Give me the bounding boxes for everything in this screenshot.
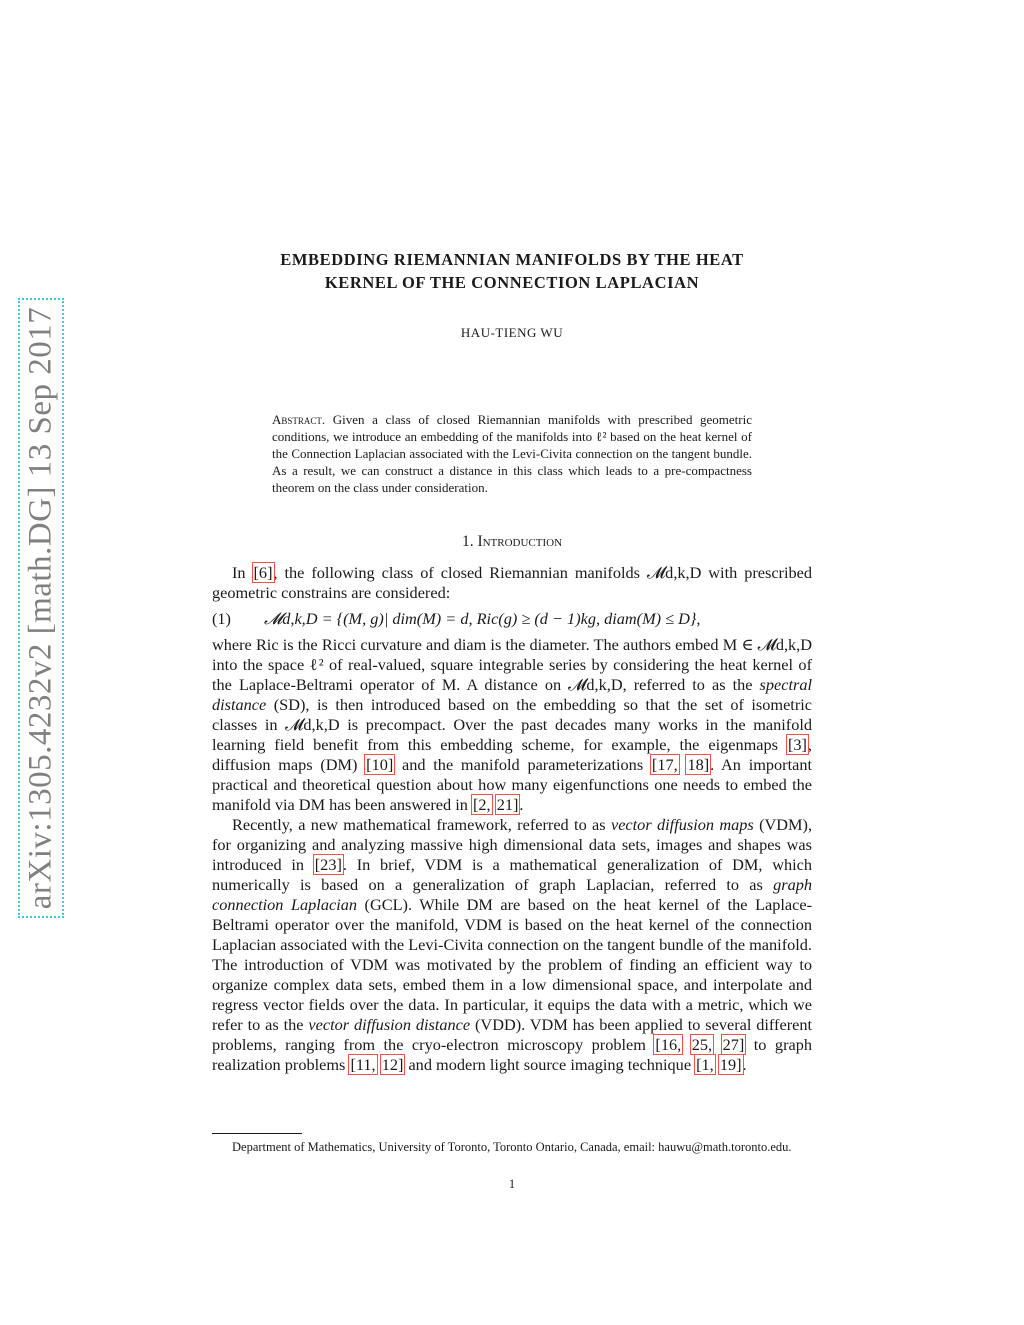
citation-link[interactable]: 27] bbox=[722, 1035, 745, 1054]
page-number: 1 bbox=[508, 1177, 516, 1191]
citation-link[interactable]: [1, bbox=[696, 1055, 714, 1074]
section-heading bbox=[212, 533, 812, 551]
author-name: HAU-TIENG WU bbox=[460, 325, 564, 340]
abstract-text: Given a class of closed Riemannian manifolds with prescribed geometric conditions, we introduce an embedding of the manifolds into ℓ² based on the heat kernel of the Connection Laplacian associated with the Levi-Civita connection on the tangent bundle. As a result, we can construct a distance in this class which leads to a pre-compactness theorem on the class under consideration. bbox=[272, 412, 753, 495]
equation-1 bbox=[212, 607, 812, 631]
abstract-label: Abstract. bbox=[272, 412, 326, 427]
paragraph-3: Recently, a new mathematical framework, referred to as vector diffusion maps (VDM), for organizing and analyzing massive high dimensional data sets, images and shapes was introduced in [23]. In brief, VDM is a mathematical generalization of DM, which numerically is based on a generalization of graph Laplacian, referred to as graph connection Laplacian (GCL). While DM are based on the heat kernel of the Laplace-Beltrami operator over the manifold, VDM is based on the heat kernel of the connection Laplacian associated with the Levi-Civita connection on the tangent bundle of the manifold. The introduction of VDM was motivated by the problem of finding an efficient way to organize complex data sets, embed them in a low dimensional space, and interpolate and regress vector fields over the data. In particular, it equips the data with a metric, which we refer to as the vector diffusion distance (VDD). VDM has been applied to several different problems, ranging from the cryo-electron microscopy problem [16, 25, 27] to graph realization problems [11, 12] and modern light source imaging technique [1, 19]. bbox=[212, 815, 813, 1074]
footnote-text: Department of Mathematics, University of Toronto, Toronto Ontario, Canada, email: hauwu@math.toronto.edu. bbox=[232, 1140, 792, 1154]
citation-link[interactable]: [6] bbox=[253, 563, 273, 582]
arxiv-identifier: arXiv:1305.4232v2 [math.DG] 13 Sep 2017 bbox=[22, 306, 59, 910]
abstract bbox=[272, 411, 752, 496]
citation-link[interactable]: 19] bbox=[719, 1055, 742, 1074]
footnote-rule bbox=[212, 1133, 302, 1134]
citation-link[interactable]: [17, bbox=[651, 755, 678, 774]
body-text bbox=[212, 563, 812, 1075]
paragraph-1: In [6], the following class of closed Riemannian manifolds 𝓜d,k,D with prescribed geometric constrains are considered: bbox=[212, 563, 812, 602]
citation-link[interactable]: [10] bbox=[366, 755, 394, 774]
citation-link[interactable]: 25, bbox=[691, 1035, 713, 1054]
citation-link[interactable]: [23] bbox=[314, 855, 342, 874]
equation-number: (1) bbox=[212, 609, 231, 628]
section-number: 1. bbox=[461, 533, 474, 550]
title-line-2: KERNEL OF THE CONNECTION LAPLACIAN bbox=[324, 273, 700, 292]
section-title: Introduction bbox=[477, 533, 563, 550]
footnote bbox=[212, 1139, 812, 1156]
citation-link[interactable]: [11, bbox=[350, 1055, 376, 1074]
equation-body: 𝓜d,k,D = {(M, g)| dim(M) = d, Ric(g) ≥ (d − 1)kg, diam(M) ≤ D}, bbox=[264, 609, 701, 628]
title-line-1: EMBEDDING RIEMANNIAN MANIFOLDS BY THE HEAT bbox=[280, 250, 744, 269]
paper-title bbox=[200, 248, 824, 294]
citation-link[interactable]: 18] bbox=[687, 755, 710, 774]
citation-link[interactable]: [2, bbox=[472, 795, 491, 814]
citation-link[interactable]: 21] bbox=[496, 795, 519, 814]
citation-link[interactable]: [16, bbox=[655, 1035, 682, 1054]
citation-link[interactable]: 12] bbox=[381, 1055, 404, 1074]
citation-link[interactable]: [3] bbox=[787, 735, 807, 754]
arxiv-sidebar bbox=[18, 298, 64, 918]
paragraph-2: where Ric is the Ricci curvature and diam is the diameter. The authors embed M ∈ 𝓜d,k,D into the space ℓ² of real-valued, square integrable series by considering the heat kernel of the Laplace-Beltrami operator of M. A distance on 𝓜d,k,D, referred to as the spectral distance (SD), is then introduced based on the embedding so that the set of isometric classes in 𝓜d,k,D is precompact. Over the past decades many works in the manifold learning field benefit from this embedding scheme, for example, the eigenmaps [3], diffusion maps (DM) [10] and the manifold parameterizations [17, 18]. An important practical and theoretical question about how many eigenfunctions one needs to embed the manifold via DM has been answered in [2, 21]. bbox=[212, 635, 812, 814]
